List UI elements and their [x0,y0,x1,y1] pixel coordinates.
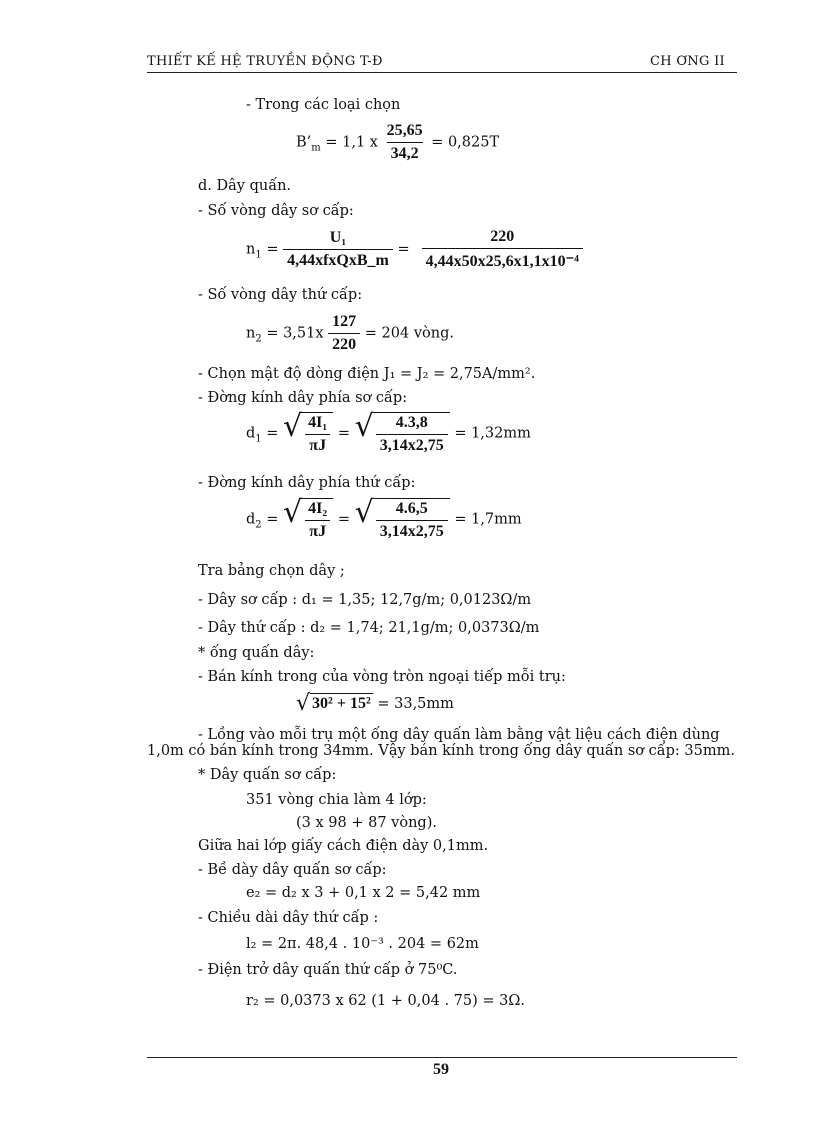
fraction: $\frac{\text{U₁}}{\text{4,44xfxQxB\_m}}$ [283,229,393,270]
line-so-vong-thu-cap: - Số vòng dây thứ cấp: [198,287,363,303]
line-351-vong: 351 vòng chia làm 4 lớp: [246,792,427,808]
line-3x98: (3 x 98 + 87 vòng). [296,815,437,831]
line-tra-bang: Tra bảng chọn dây ; [198,563,345,579]
header-title: THIẾT KẾ HỆ TRUYỀN ĐỘNG T-Đ [147,54,383,69]
line-duong-kinh-so-cap: - Đờng kính dây phía sơ cấp: [198,390,408,406]
header-rule [147,72,737,73]
header-chapter: CH ƠNG II [650,54,725,69]
page-number: 59 [433,1061,449,1078]
line-ong-quan-day: * ống quấn dây: [198,645,315,661]
equation-n1: $n_1$ = $\frac{\text{U₁}}{\text{4,44xfxQxB\_m}}$ = $\frac{220}{\text{4,44x50x25,6x1,1x10⁻⁴}}$ [246,228,590,271]
equation-e2: e₂ = d₂ x 3 + 0,1 x 2 = 5,42 mm [246,885,481,901]
sqrt: √ $\frac{4.3,8}{3,14x2,75}$ [355,412,450,455]
line-trong-cac-loai: - Trong các loại chọn [246,97,401,113]
footer-rule [147,1057,737,1058]
line-dien-tro: - Điện trở dây quấn thứ cấp ở 75⁰C. [198,962,458,978]
line-day-quan-so-cap: * Dây quấn sơ cấp: [198,767,337,783]
fraction: $\frac{25,65}{34,2}$ [386,122,423,162]
equation-bm: $B’_m = 1,1$ x $\frac{25,65}{34,2}$ = 0,825T [296,122,500,162]
paragraph-long-vao-line1: - Lồng vào mỗi trụ một ống dây quấn làm bằng vật liệu cách điện dùng [198,727,720,743]
equation-d2: $d_2$ = √ $\frac{\text{4I₂}}{\pi J}$ = √ $\frac{4.6,5}{3,14x2,75}$ = 1,7mm [246,495,522,540]
equation-l2: l₂ = 2π. 48,4 . 10⁻³ . 204 = 62m [246,936,479,952]
paragraph-long-vao-line2: 1,0m có bán kính trong 34mm. Vậy bán kính trong ống dây quấn sơ cấp: 35mm. [147,743,735,759]
equation-r2: r₂ = 0,0373 x 62 (1 + 0,04 . 75) = 3Ω. [246,993,525,1009]
sqrt: √ $\frac{\text{4I₂}}{\pi J}$ [283,498,333,541]
line-day-so-cap: - Dây sơ cấp : d₁ = 1,35; 12,7g/m; 0,0123Ω/m [198,592,532,608]
sqrt: √ $\frac{4.6,5}{3,14x2,75}$ [355,498,450,541]
line-duong-kinh-thu-cap: - Đờng kính dây phía thứ cấp: [198,475,416,491]
fraction: $\frac{127}{220}$ [328,313,360,354]
section-d: d. Dây quấn. [198,178,292,194]
line-chieu-dai: - Chiều dài dây thứ cấp : [198,910,379,926]
equation-n2: $n_2 = 3,51x$ $\frac{127}{220}$ = 204 vòng. [246,313,454,353]
equation-d1: $d_1$ = √ $\frac{\text{4I₁}}{\pi J}$ = √ $\frac{4.3,8}{3,14x2,75}$ = 1,32mm [246,409,531,454]
sqrt: √ $\frac{\text{4I₁}}{\pi J}$ [283,412,333,455]
line-ban-kinh: - Bán kính trong của vòng tròn ngoại tiếp mỗi trụ: [198,669,566,685]
line-so-vong-so-cap: - Số vòng dây sơ cấp: [198,203,354,219]
line-giua-hai-lop: Giữa hai lớp giấy cách điện dày 0,1mm. [198,838,489,854]
line-day-thu-cap: - Dây thứ cấp : d₂ = 1,74; 21,1g/m; 0,0373Ω/m [198,620,540,636]
fraction: $\frac{220}{\text{4,44x50x25,6x1,1x10⁻⁴}}$ [414,228,590,271]
sqrt: √ 30² + 15² [296,691,371,716]
equation-radius: √ 30² + 15² = 33,5mm [296,691,454,716]
line-mat-do-dong: - Chọn mật độ dòng điện J₁ = J₂ = 2,75A/mm². [198,366,536,382]
line-be-day: - Bề dày dây quấn sơ cấp: [198,862,387,878]
